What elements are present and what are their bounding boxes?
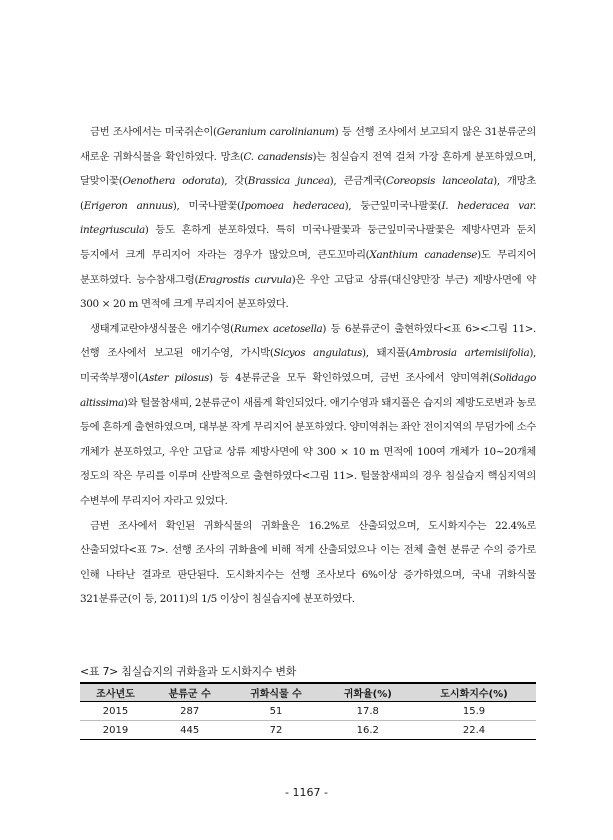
table-cell: 287 (151, 702, 228, 721)
scientific-name: C. canadensis (243, 150, 313, 163)
table-caption: <표 7> 침실습지의 귀화율과 도시화지수 변화 (80, 665, 297, 678)
text-run: ), 돼지풀( (361, 347, 410, 360)
text-run: ) 등도 흔하게 분포하였다. 특히 미국나팔꽃과 둥근잎미국나팔꽃은 제방사면과 둔치 등지에서 크게 무리지어 자라는 경우가 많았으며, 큰도꼬마리( (80, 224, 536, 261)
scientific-name: Ambrosia artemisiifolia (409, 347, 530, 360)
scientific-name: Xanthium canadense (369, 248, 478, 261)
table-cell: 16.2 (324, 721, 412, 740)
scientific-name: Coreopsis lanceolata (385, 175, 494, 188)
table-cell: 445 (151, 721, 228, 740)
paragraph (80, 317, 536, 514)
table-row (80, 721, 536, 740)
text-run: 금번 조사에서 확인된 귀화식물의 귀화율은 16.2%로 산출되었으며, 도시화지수는 22.4%로 산출되었다<표 7>. 선행 조사의 귀화율에 비해 적게 산출되었으나 이는 전체 출현 분류군 수의 증가로 인해 나타난 결과로 판단된다. 도시화지수는 선행 조사보다 6%이상 증가하였으며, 국내 귀화식물 321분류군(이 등, 2011)의 1/5 이상이 침실습지에 분포하였다. (80, 519, 536, 606)
text-run: ) 등 4분류군을 모두 확인하였으며, 금번 조사에서 양미역취( (209, 371, 494, 384)
text-run: ), 큰금계국( (329, 175, 386, 188)
table-header-row (80, 683, 536, 702)
text-run: )와 털물참새피, 2분류군이 새롭게 확인되었다. 애기수영과 돼지풀은 습지의 제방도로변과 농로 등에 흔하게 출현하였으며, 대부분 작게 무리지어 분포하였다. 양미역취는 좌안 전이지역의 무덤가에 소수 개체가 분포하였고, 우안 고답교 상류 제방사면에 약 300 × 10 m 면적에 100여 개체가 10~20개체 정도의 작은 무리를 이루며 산발적으로 출현하였다<그림 11>. 털물참새피의 경우 침실습지 핵심지역의 수변부에 무리지어 자라고 있었다. (80, 396, 536, 507)
column-header: 귀화율(%) (324, 683, 412, 702)
column-header: 도시화지수(%) (412, 683, 536, 702)
table-cell: 51 (228, 702, 323, 721)
table-cell: 2015 (80, 702, 151, 721)
table-cell: 17.8 (324, 702, 412, 721)
text-run: ), 미국쑥부쟁이( (80, 347, 537, 384)
table-cell: 15.9 (412, 702, 536, 721)
scientific-name: Rumex acetosella (233, 322, 323, 335)
text-run: ), 갓( (220, 175, 248, 188)
scientific-name: Ipomoea hederacea (240, 199, 345, 212)
scientific-name: Brassica juncea (247, 175, 330, 188)
table-cell: 72 (228, 721, 323, 740)
scientific-name: Aster pilosus (141, 371, 210, 384)
text-run: )은 우안 고답교 상류(대신양만장 부근) 제방사면에 약 300 × 20 m 면적에 크게 무리지어 분포하였다. (80, 273, 536, 311)
column-header: 귀화식물 수 (228, 683, 323, 702)
scientific-name: Oenothera odorata (122, 175, 221, 188)
text-run: ), 미국나팔꽃( (172, 199, 241, 212)
text-run: ) 등 선행 조사에서 보고되지 않은 31분류군의 새로운 귀화식물을 확인하였다. 망초( (80, 126, 536, 163)
text-run: 금번 조사에서는 미국쥐손이( (90, 126, 217, 138)
table-row (80, 702, 536, 721)
text-run: 생태계교란야생식물은 애기수영( (90, 322, 234, 335)
scientific-name: Eragrostis curvula (198, 273, 292, 286)
column-header: 조사년도 (80, 683, 151, 702)
scientific-name: Erigeron annuus (83, 199, 173, 212)
text-run: ) 등 6분류군이 출현하였다<표 6><그림 11>. 선행 조사에서 보고된 애기수영, 가시박( (80, 322, 537, 360)
scientific-name: Geranium carolinianum (216, 126, 335, 138)
text-run: )는 침실습지 전역 걸쳐 가장 흔하게 분포하였으며, 달맞이꽃( (80, 150, 536, 188)
body-text (80, 120, 536, 612)
text-run: ), 개망초( (80, 175, 536, 212)
column-header: 분류군 수 (151, 683, 228, 702)
text-run: ), 둥근잎미국나팔꽃( (344, 199, 442, 212)
scientific-name: Sicyos angulatus (273, 347, 362, 360)
paragraph (80, 120, 536, 317)
table-body (80, 702, 536, 740)
table-cell: 22.4 (412, 721, 536, 740)
scientific-name: I. hederacea var. integriuscula (80, 199, 536, 237)
paragraph (80, 514, 536, 612)
page-number: - 1167 - (285, 786, 328, 799)
text-run: )도 무리지어 분포하였다. 능수참새그령( (80, 248, 536, 286)
naturalization-table (80, 682, 536, 740)
scientific-name: Solidago altissima (80, 371, 536, 409)
table-cell: 2019 (80, 721, 151, 740)
